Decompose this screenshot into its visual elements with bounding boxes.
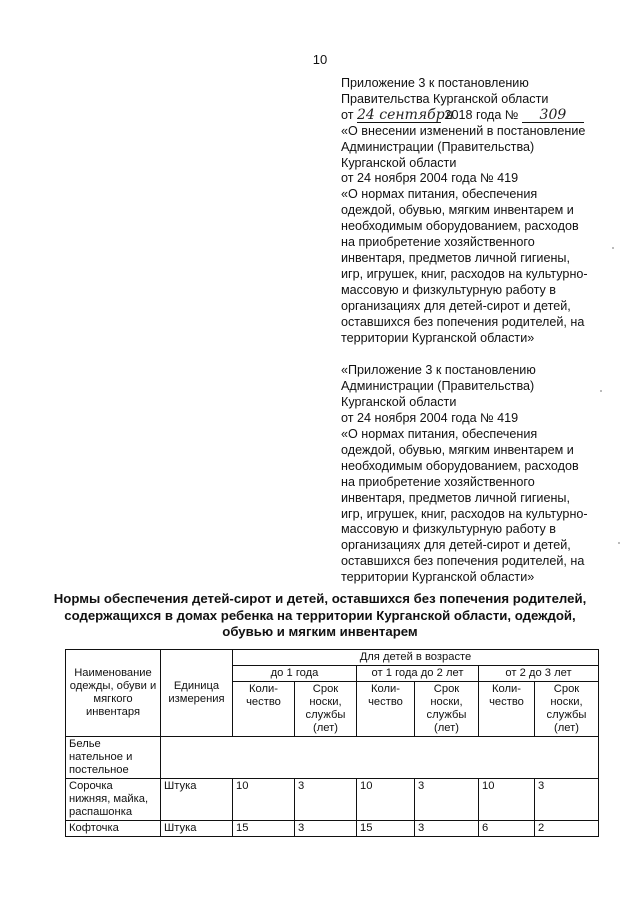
- cell-value: 3: [295, 821, 357, 837]
- table-row: [66, 821, 599, 837]
- annex-line: массовую и физкультурную работу в: [341, 522, 556, 537]
- cell-value: 2: [535, 821, 599, 837]
- annex-line: одеждой, обувью, мягким инвентарем и: [341, 203, 574, 218]
- annex-line: «О нормах питания, обеспечения: [341, 187, 538, 202]
- annex-line: Администрации (Правительства): [341, 139, 535, 154]
- cell-value: 3: [415, 821, 479, 837]
- age-group: от 1 года до 2 лет: [357, 666, 479, 682]
- annex-line: оставшихся без попечения родителей, на: [341, 314, 585, 329]
- annex-line: организациях для детей-сирот и детей,: [341, 298, 571, 313]
- cell-value: 15: [233, 821, 295, 837]
- scan-speck: [612, 247, 614, 249]
- annex-line: массовую и физкультурную работу в: [341, 282, 556, 297]
- item-name: Кофточка: [66, 821, 161, 837]
- annex-line: на приобретение хозяйственного: [341, 235, 535, 250]
- age-group: до 1 года: [233, 666, 357, 682]
- annex-line: от 24 ноября 2004 года № 419: [341, 171, 519, 186]
- heading-line: обувью и мягким инвентарем: [222, 624, 418, 639]
- annex-line: организациях для детей-сирот и детей,: [341, 538, 571, 553]
- annex-line: Правительства Курганской области: [341, 91, 549, 106]
- cell-value: 15: [357, 821, 415, 837]
- scan-speck: [600, 390, 602, 392]
- handwritten-date: 24 сентября: [357, 106, 454, 123]
- annex-line: «О нормах питания, обеспечения: [341, 427, 538, 442]
- annex-line: территории Курганской области»: [341, 570, 535, 585]
- annex-line: необходимым оборудованием, расходов: [341, 219, 579, 234]
- annex-reference: [341, 76, 611, 586]
- annex-second-block: [341, 363, 611, 586]
- cell-value: 10: [479, 779, 535, 821]
- item-unit: Штука: [161, 821, 233, 837]
- cell-value: 10: [357, 779, 415, 821]
- annex-line: «О внесении изменений в постановление: [341, 123, 586, 138]
- sub-term: Срок носки, службы (лет): [415, 682, 479, 737]
- section-label: Белье нательное и постельное: [66, 737, 161, 779]
- header-name: Наименование одежды, обуви и мягкого инвентаря: [66, 650, 161, 737]
- annex-date-line: [341, 108, 611, 124]
- sub-qty: Коли-чество: [233, 682, 295, 737]
- cell-value: 10: [233, 779, 295, 821]
- annex-line: игр, игрушек, книг, расходов на культурно-: [341, 506, 588, 521]
- item-name: Сорочка нижняя, майка, распашонка: [66, 779, 161, 821]
- annex-line: Администрации (Правительства): [341, 379, 535, 394]
- annex-line: от 24 ноября 2004 года № 419: [341, 411, 519, 426]
- sub-term: Срок носки, службы (лет): [535, 682, 599, 737]
- annex-line: «Приложение 3 к постановлению: [341, 363, 536, 378]
- handwritten-number: 309: [522, 109, 584, 123]
- annex-line: на приобретение хозяйственного: [341, 474, 535, 489]
- year-text: 2018 года №: [444, 107, 519, 122]
- cell-value: 6: [479, 821, 535, 837]
- annex-line: Приложение 3 к постановлению: [341, 76, 529, 90]
- annex-line: инвентаря, предметов личной гигиены,: [341, 490, 570, 505]
- age-group: от 2 до 3 лет: [479, 666, 599, 682]
- page-number: 10: [312, 52, 328, 67]
- table-row: [66, 779, 599, 821]
- annex-line: территории Курганской области»: [341, 330, 535, 345]
- annex-body: [341, 124, 611, 347]
- annex-line: игр, игрушек, книг, расходов на культурно-: [341, 266, 588, 281]
- item-unit: Штука: [161, 779, 233, 821]
- scan-speck: [618, 542, 620, 544]
- date-prefix: от: [341, 107, 354, 122]
- cell-value: 3: [295, 779, 357, 821]
- annex-line: одеждой, обувью, мягким инвентарем и: [341, 442, 574, 457]
- document-heading: [40, 591, 600, 641]
- section-empty: [161, 737, 599, 779]
- sub-term: Срок носки, службы (лет): [295, 682, 357, 737]
- annex-line: необходимым оборудованием, расходов: [341, 458, 579, 473]
- header-unit: Единица измерения: [161, 650, 233, 737]
- norms-table: [65, 649, 599, 837]
- sub-qty: Коли-чество: [357, 682, 415, 737]
- cell-value: 3: [535, 779, 599, 821]
- header-age: Для детей в возрасте: [233, 650, 599, 666]
- annex-line: инвентаря, предметов личной гигиены,: [341, 250, 570, 265]
- cell-value: 3: [415, 779, 479, 821]
- annex-line: оставшихся без попечения родителей, на: [341, 554, 585, 569]
- heading-line: Нормы обеспечения детей-сирот и детей, оставшихся без попечения родителей,: [53, 591, 587, 606]
- annex-line: Курганской области: [341, 155, 457, 170]
- heading-line: содержащихся в домах ребенка на территории Курганской области, одеждой,: [64, 607, 576, 623]
- annex-line: Курганской области: [341, 395, 457, 410]
- sub-qty: Коли-чество: [479, 682, 535, 737]
